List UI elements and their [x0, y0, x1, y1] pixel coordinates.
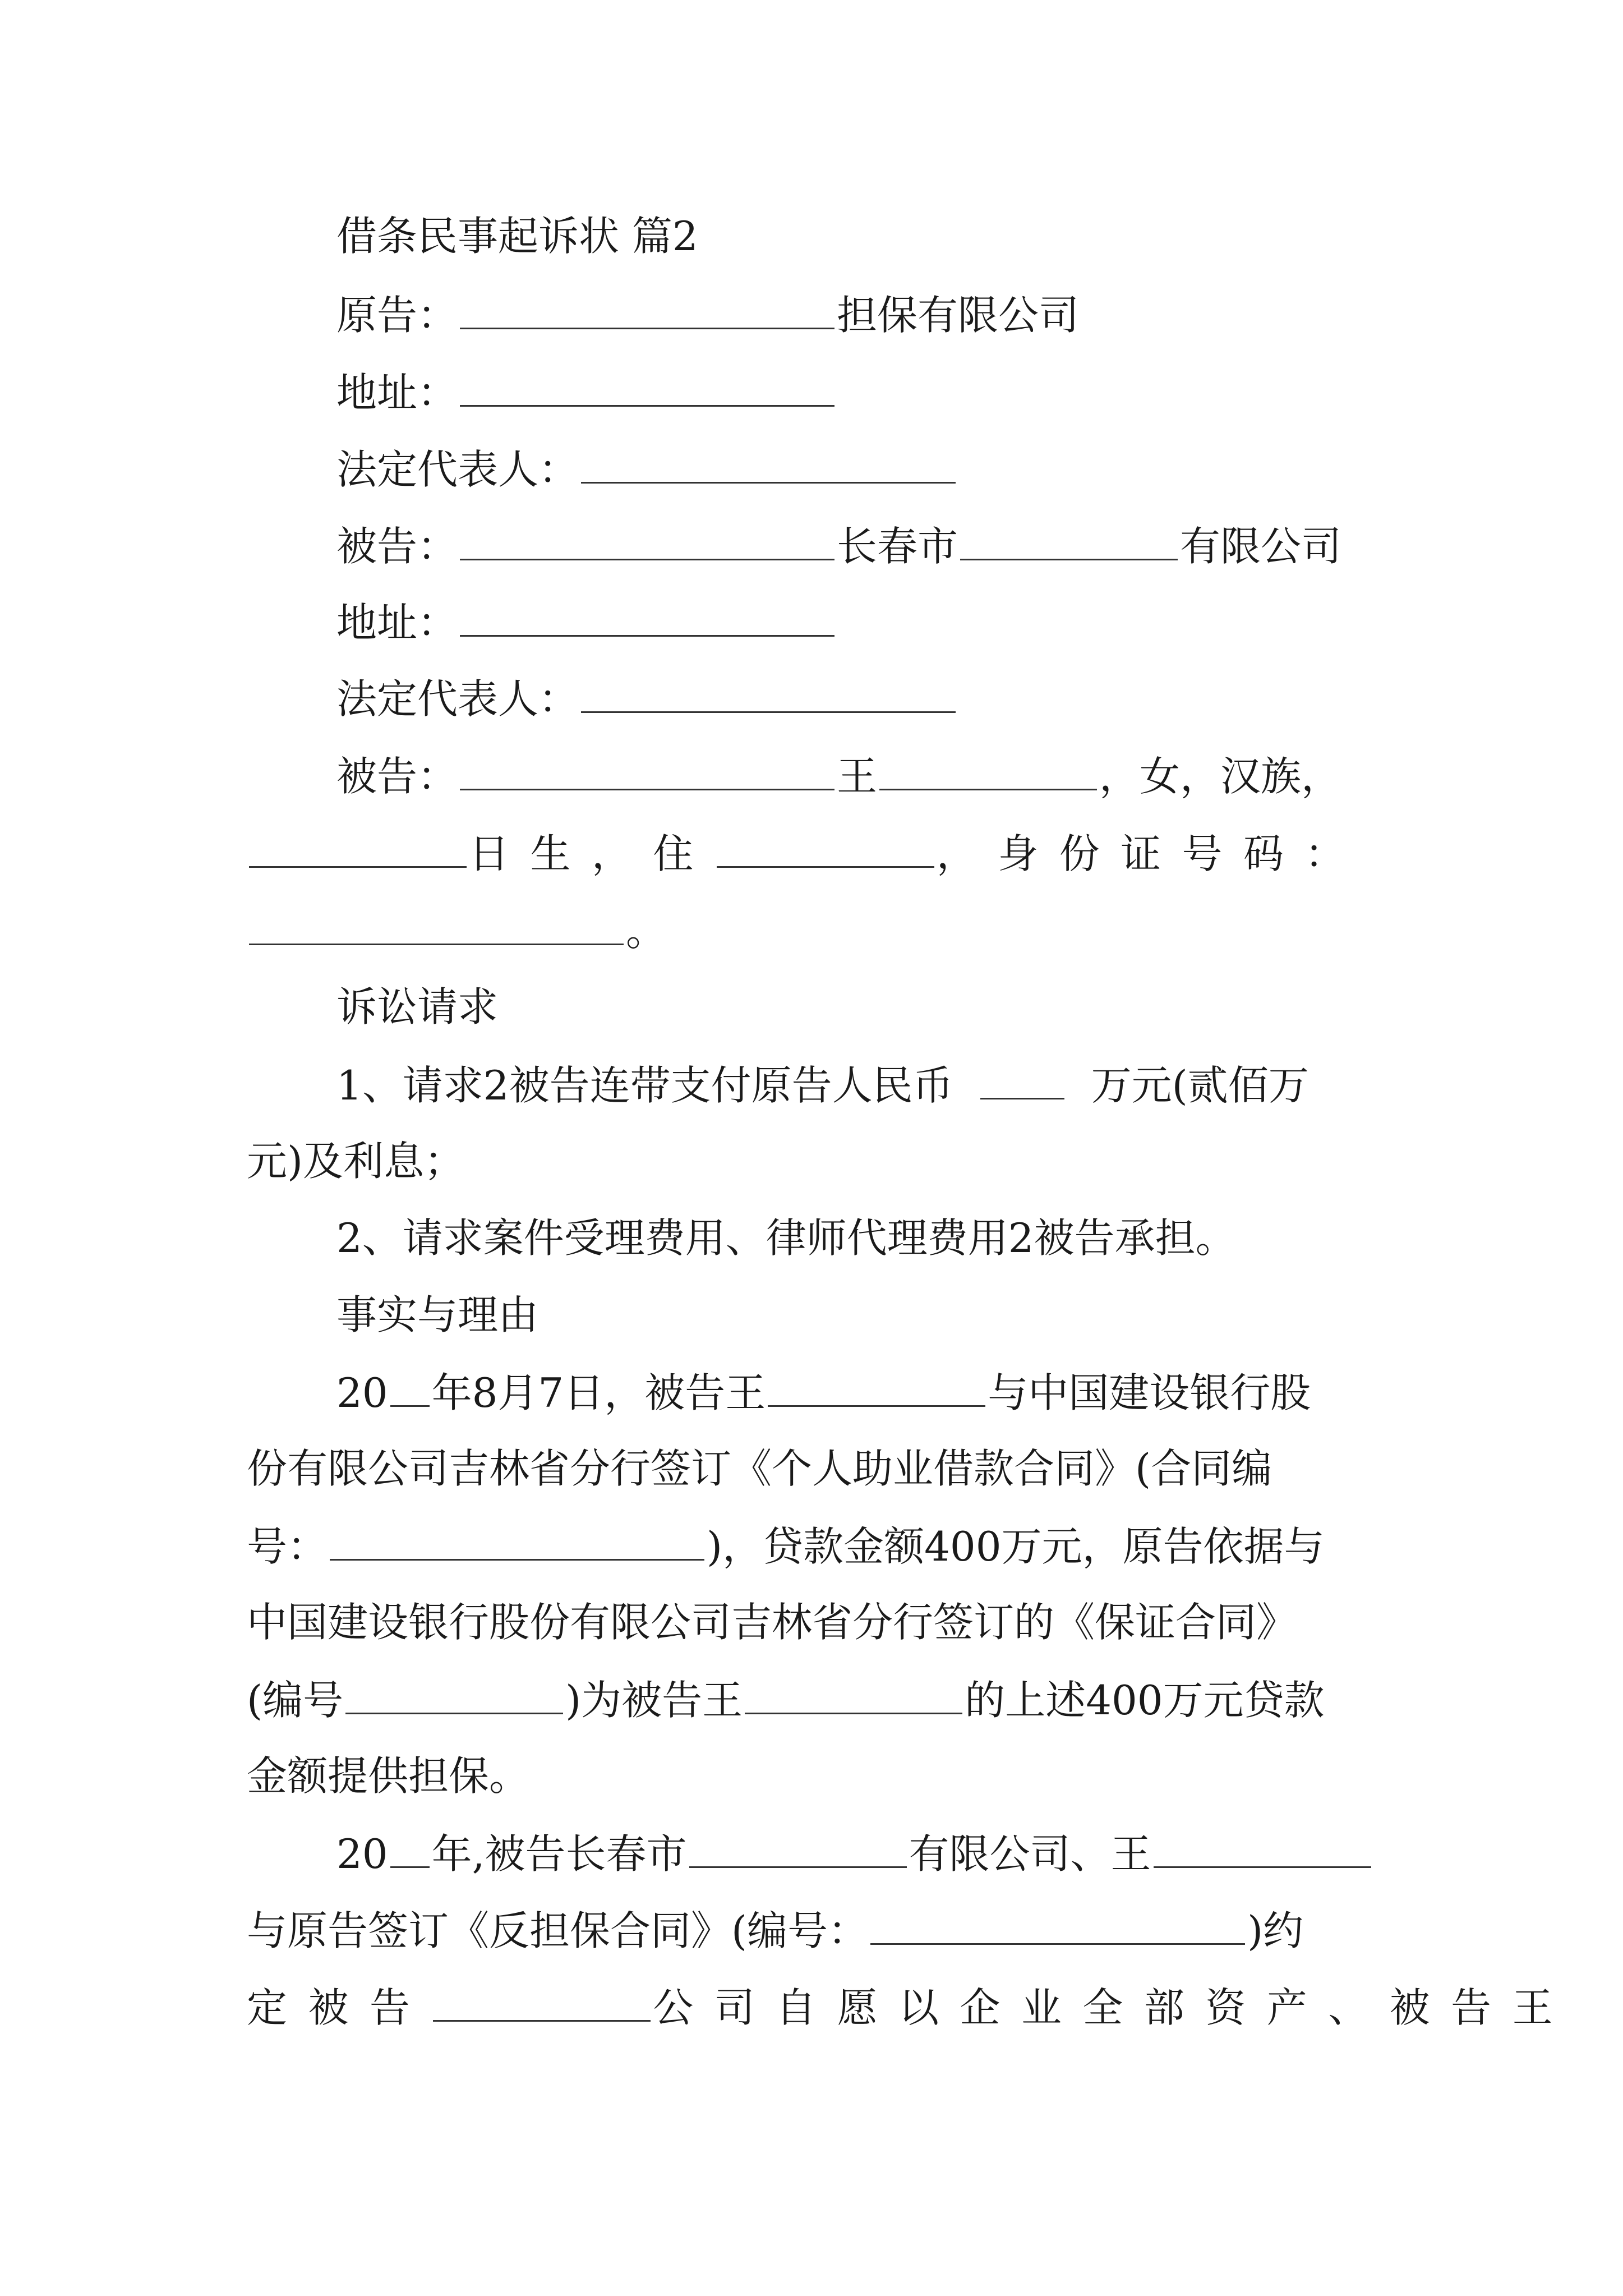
- defendant1-rep-line: [336, 670, 958, 727]
- plaintiff-line: [336, 286, 1079, 343]
- plaintiff-rep-line: [336, 440, 958, 498]
- defendant-label: 被告：: [336, 523, 458, 570]
- facts-text: 年8月7日，被告王: [431, 1369, 766, 1416]
- defendant-company-suffix: 有限公司: [1180, 523, 1342, 570]
- blank-underline: [390, 1825, 430, 1868]
- blank-underline: [460, 517, 834, 560]
- defendant2-line-3: [247, 902, 666, 959]
- claim-1-text: 1、请求2被告连带支付原告人民币: [336, 1062, 953, 1109]
- blank-underline: [330, 1517, 704, 1561]
- defendant2-line-2: [247, 825, 1366, 882]
- facts-p1-line-6: 金额提供担保。: [247, 1752, 530, 1800]
- legal-rep-label: 法定代表人：: [336, 675, 579, 723]
- claim-2-line: 2、请求案件受理费用、律师代理费用2被告承担。: [336, 1214, 1236, 1262]
- blank-underline: [345, 1671, 563, 1714]
- document-title: 借条民事起诉状 篇2: [336, 213, 698, 260]
- facts-p1-line-1: [336, 1364, 1311, 1421]
- facts-text: 公司自愿以企业全部资产、被告王: [653, 1984, 1574, 2031]
- id-number-label: ，身份证号码：: [936, 830, 1366, 877]
- facts-text: )为被告王: [565, 1677, 743, 1724]
- facts-text: 与原告签订《反担保合同》(编号：: [247, 1907, 869, 1954]
- year-prefix: 20: [336, 1830, 388, 1878]
- defendant1-address-line: [336, 593, 837, 651]
- blank-underline: [689, 1825, 907, 1868]
- address-label: 地址：: [336, 599, 458, 646]
- defendant-surname: 王: [837, 753, 878, 800]
- plaintiff-label: 原告：: [336, 292, 458, 339]
- facts-text: 与中国建设银行股: [988, 1369, 1311, 1416]
- facts-text: 的上述400万元贷款: [965, 1677, 1325, 1724]
- blank-underline: [717, 825, 934, 868]
- blank-underline: [980, 1056, 1064, 1099]
- blank-underline: [249, 825, 467, 868]
- facts-p1-line-5: [247, 1671, 1325, 1728]
- facts-p2-line-1: [336, 1825, 1373, 1882]
- plaintiff-address-line: [336, 364, 837, 421]
- blank-underline: [249, 902, 624, 945]
- address-label: 地址：: [336, 369, 458, 416]
- facts-p2-line-2: [247, 1902, 1303, 1959]
- blank-underline: [433, 1978, 651, 2022]
- facts-text: 年,被告长春市: [431, 1830, 687, 1878]
- number-label: (编号: [247, 1677, 344, 1724]
- blank-underline: [768, 1364, 985, 1407]
- claim-1-line: [336, 1056, 1309, 1114]
- blank-underline: [460, 286, 834, 329]
- defendant1-line: [336, 517, 1341, 574]
- contract-number-label: 号：: [247, 1523, 328, 1570]
- facts-p1-line-4: 中国建设银行股份有限公司吉林省分行签订的《保证合同》: [247, 1599, 1297, 1646]
- plaintiff-company-suffix: 担保有限公司: [837, 292, 1080, 339]
- facts-heading: 事实与理由: [336, 1291, 539, 1338]
- blank-underline: [390, 1364, 430, 1407]
- blank-underline: [870, 1902, 1245, 1945]
- blank-underline: [960, 517, 1178, 560]
- defendant-gender-ethnicity: ，女，汉族，: [1099, 753, 1342, 800]
- claim-1-tail: 万元(贰佰万: [1091, 1062, 1309, 1109]
- blank-underline: [581, 670, 956, 713]
- sentence-end: 。: [626, 908, 667, 955]
- blank-underline: [1154, 1825, 1371, 1868]
- year-prefix: 20: [336, 1369, 388, 1416]
- blank-underline: [460, 593, 834, 637]
- claims-heading: 诉讼请求: [336, 983, 499, 1030]
- claim-1-line-2: 元)及利息；: [247, 1138, 465, 1185]
- facts-p1-line-2: 份有限公司吉林省分行签订《个人助业借款合同》(合同编: [247, 1445, 1272, 1492]
- legal-rep-label: 法定代表人：: [336, 446, 579, 493]
- blank-underline: [879, 747, 1097, 790]
- birth-residence-text: 日生，住: [469, 830, 714, 877]
- blank-underline: [460, 747, 834, 790]
- defendant2-line: [336, 747, 1341, 804]
- blank-underline: [581, 440, 956, 484]
- facts-text: )约: [1247, 1907, 1304, 1954]
- blank-underline: [460, 364, 834, 407]
- blank-underline: [745, 1671, 962, 1714]
- defendant-label: 被告：: [336, 753, 458, 800]
- facts-p2-line-3: [247, 1978, 1574, 2036]
- facts-text: 定被告: [247, 1984, 431, 2031]
- facts-text: )，贷款金额400万元，原告依据与: [707, 1523, 1325, 1570]
- facts-p1-line-3: [247, 1517, 1325, 1575]
- defendant-city: 长春市: [837, 523, 958, 570]
- facts-text: 有限公司、王: [909, 1830, 1151, 1878]
